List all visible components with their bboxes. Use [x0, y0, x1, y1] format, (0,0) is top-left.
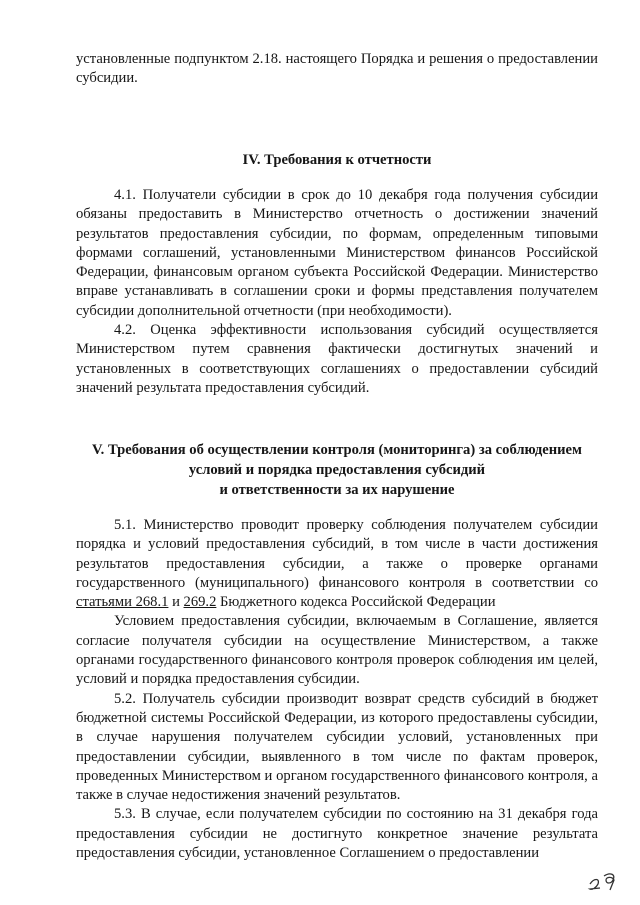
intro-paragraph: установленные подпунктом 2.18. настоящего Порядка и решения о предоставлении субсидии.	[76, 51, 598, 87]
section-5-title-line-1: V. Требования об осуществлении контроля (мониторинга) за соблюдением	[92, 442, 582, 458]
paragraph-4-1: 4.1. Получатели субсидии в срок до 10 декабря года получения субсидии обязаны предоставить в Министерство отчетность о достижении значений результатов предоставления субсидии, по формам, определенным типовыми формами соглашений, установленными Министерством финансов Российской Федерации, финансовым органом субъекта Российской Федерации. Министерство вправе устанавливать в соглашении сроки и формы представления получателем субсидии дополнительной отчетности (при необходимости).	[76, 187, 598, 319]
intro-block	[76, 50, 598, 89]
paragraph-4-2: 4.2. Оценка эффективности использования субсидий осуществляется Министерством путем сравнения фактически достигнутых значений и установленных в соответствующих соглашениях о предоставлении субсидий значений результата предоставления субсидий.	[76, 322, 598, 396]
section-4-title: IV. Требования к отчетности	[242, 152, 432, 168]
paragraph-5-3: 5.3. В случае, если получателем субсидии по состоянию на 31 декабря года предоставления субсидии не достигнуто конкретное значение результата предоставления субсидии, установленное Соглашением о предоставлении	[76, 806, 598, 862]
budget-code-articles-link[interactable]: статьями 268.1	[76, 594, 169, 611]
paragraph-5-1	[76, 516, 598, 612]
paragraph-5-1-text: 5.1. Министерство проводит проверку соблюдения получателем субсидии порядка и условий предоставления субсидий, в том числе в части достижения результатов предоставления субсидии, а также о проверке органами государственного (муниципального) финансового контроля в соответствии со	[76, 517, 598, 591]
paragraph-consent: Условием предоставления субсидии, включаемым в Соглашение, является согласие получателя субсидии на осуществление Министерством, а также органами государственного финансового контроля проверок соблюдения им целей, условий и порядка предоставления субсидии.	[76, 613, 598, 688]
section-5-body	[76, 516, 598, 863]
section-4-heading	[76, 150, 598, 170]
section-5-title-line-3: и ответственности за их нарушение	[219, 482, 455, 498]
budget-code-article-269-link[interactable]: 269.2	[183, 594, 217, 611]
section-5-title-line-2: условий и порядка предоставления субсидий	[188, 462, 486, 478]
paragraph-5-1-end: Бюджетного кодекса Российской Федерации	[216, 594, 496, 611]
handwritten-page-number	[586, 862, 626, 892]
paragraph-5-2: 5.2. Получатель субсидии производит возврат средств субсидий в бюджет бюджетной системы Российской Федерации, из которого предоставлены субсидии, в случае нарушения получателем субсидии условий, установленных при предоставлении субсидии, выявленного в том числе по фактам проверок, проведенных Министерством и органом государственного финансового контроля, а также в случае недостижения значений результатов.	[76, 690, 598, 804]
section-5-heading	[76, 440, 598, 500]
section-4-body	[76, 186, 598, 398]
paragraph-5-1-and: и	[168, 594, 184, 611]
